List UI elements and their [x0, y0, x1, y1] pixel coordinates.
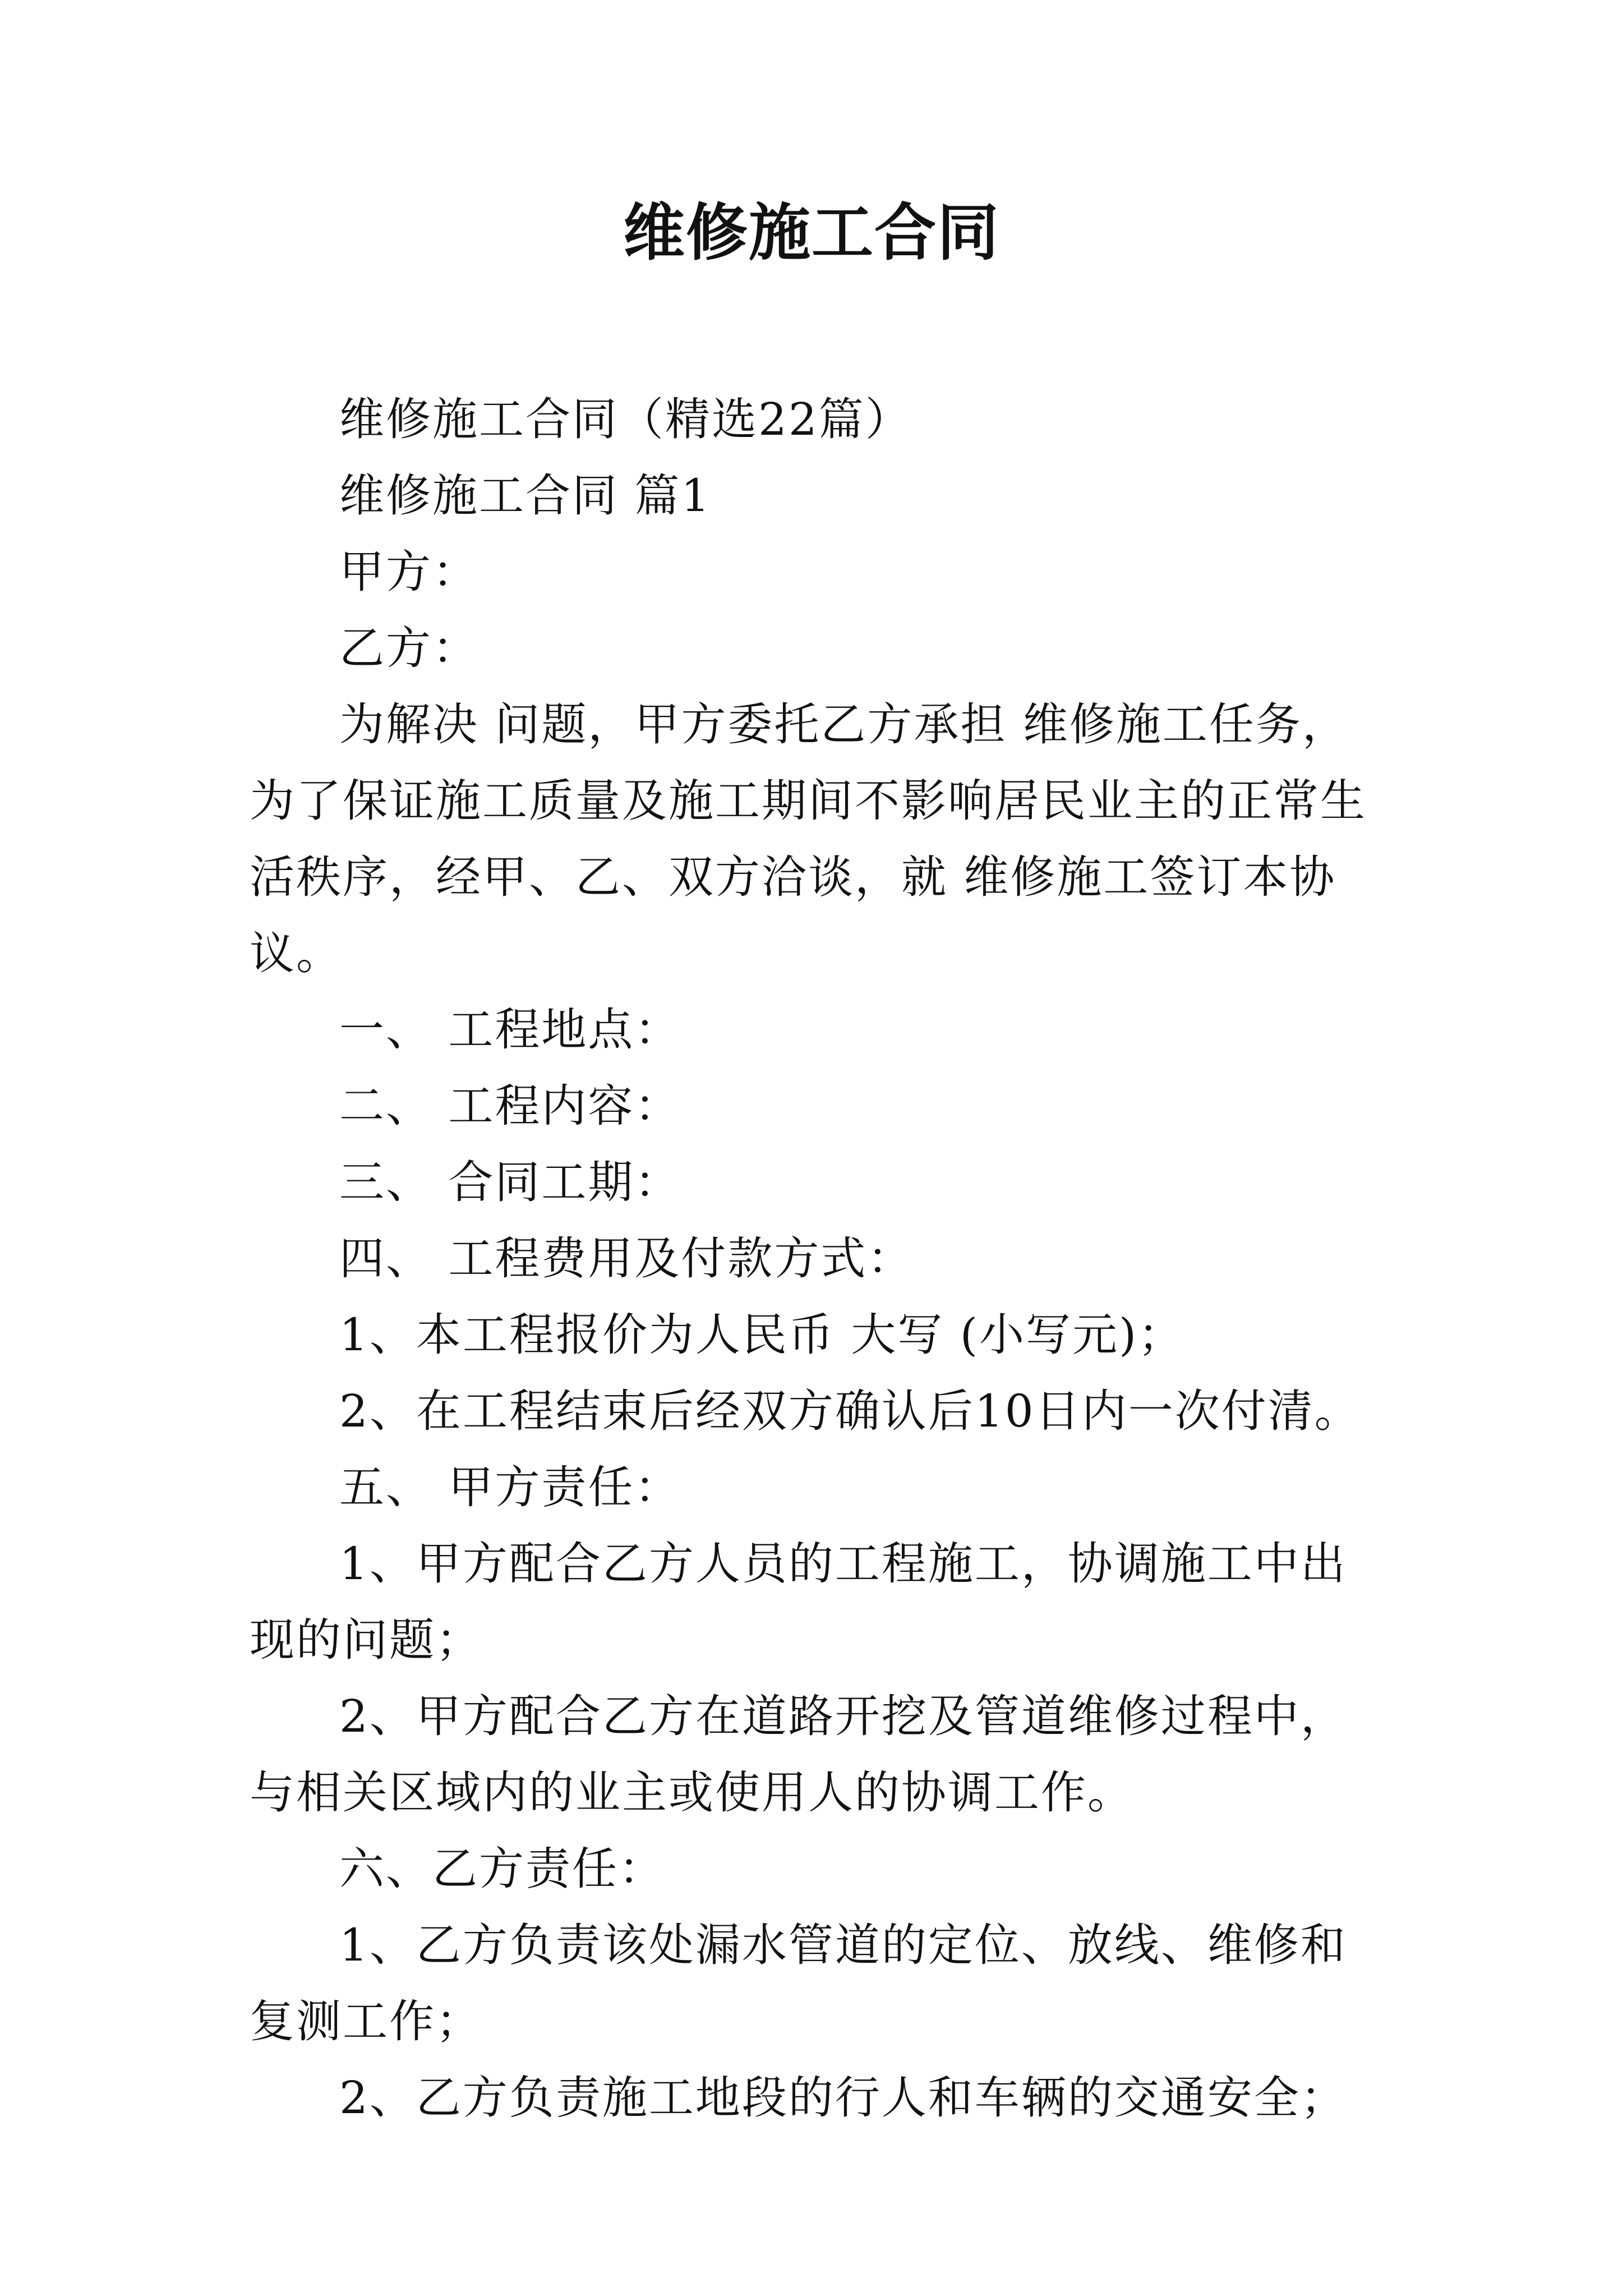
document-title: 维修施工合同	[623, 196, 1000, 269]
document-body	[250, 381, 1382, 2136]
cost-clause-1: 1、本工程报价为人民币 大写 (小写元)；	[339, 1309, 1185, 1361]
doc-heading-article: 维修施工合同 篇1	[339, 470, 712, 522]
section-project-location: 一、 工程地点：	[339, 1004, 681, 1056]
cost-clause-2: 2、在工程结束后经双方确认后10日内一次付清。	[339, 1385, 1361, 1437]
party-b-clause-2: 2、乙方负责施工地段的行人和车辆的交通安全；	[339, 2072, 1347, 2124]
section-party-b-duties: 六、乙方责任：	[339, 1843, 665, 1895]
section-contract-period: 三、 合同工期：	[339, 1156, 681, 1208]
party-a-clause-1: 1、甲方配合乙方人员的工程施工，协调施工中出现的问题；	[250, 1538, 1347, 1666]
doc-heading-collection: 维修施工合同（精选22篇）	[339, 393, 912, 445]
party-b-clause-1: 1、乙方负责该处漏水管道的定位、放线、维修和复测工作；	[250, 1919, 1347, 2047]
section-party-a-duties: 五、 甲方责任：	[339, 1461, 681, 1513]
party-a-line: 甲方：	[339, 546, 479, 598]
party-b-line: 乙方：	[339, 622, 479, 674]
section-project-content: 二、 工程内容：	[339, 1080, 681, 1132]
party-a-clause-2: 2、甲方配合乙方在道路开挖及管道维修过程中，与相关区域内的业主或使用人的协调工作。	[250, 1690, 1347, 1819]
preamble-paragraph: 为解决 问题，甲方委托乙方承担 维修施工任务，为了保证施工质量及施工期间不影响居民业主的正常生活秩序，经甲、乙、双方洽谈，就 维修施工签订本协议。	[250, 698, 1367, 979]
section-cost-payment: 四、 工程费用及付款方式：	[339, 1232, 914, 1285]
